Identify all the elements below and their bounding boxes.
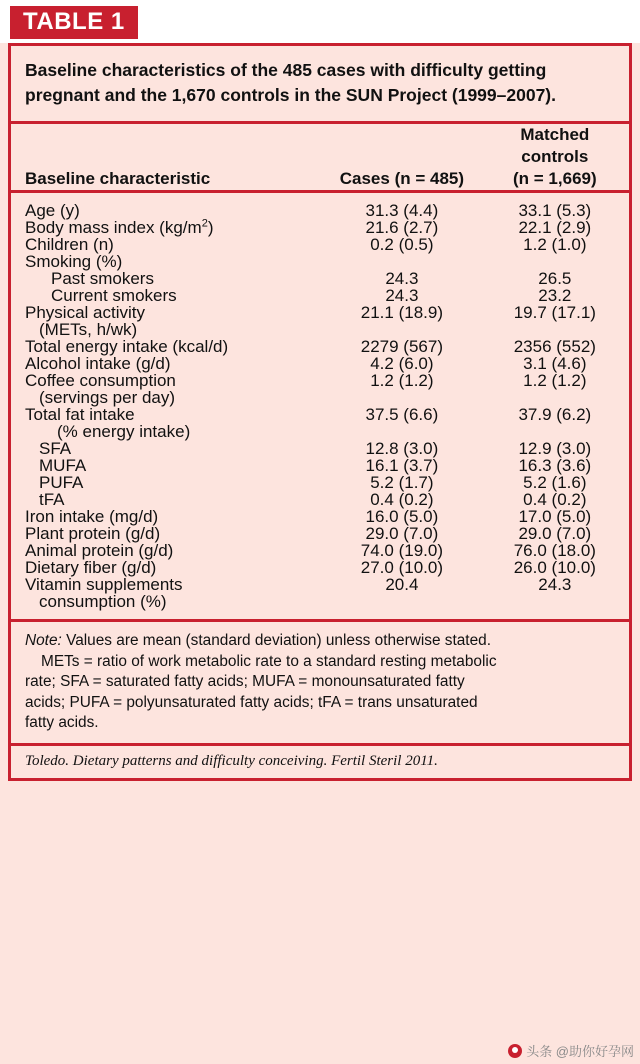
row-cases-value — [323, 593, 481, 619]
row-controls-value: 26.0 (10.0) — [513, 558, 596, 578]
table-note — [11, 619, 629, 742]
row-label: tFA — [39, 490, 65, 510]
row-cases-value: 5.2 (1.7) — [370, 473, 434, 493]
row-cases-value: 20.4 — [385, 575, 419, 595]
note-line-4: acids; PUFA = polyunsaturated fatty acids; tFA = trans unsaturated — [25, 693, 478, 711]
row-label: (servings per day) — [39, 388, 176, 408]
row-cases-value: 12.8 (3.0) — [365, 439, 439, 459]
table-body — [11, 192, 629, 620]
header-controls-line1: Matched — [520, 124, 590, 144]
row-label: Coffee consumption — [25, 371, 176, 391]
note-line-1 — [25, 631, 615, 651]
row-controls-value — [481, 593, 629, 619]
row-controls-value: 0.4 (0.2) — [523, 490, 587, 510]
row-cases-value: 24.3 — [385, 286, 419, 306]
table-row — [11, 491, 629, 508]
table-caption: Baseline characteristics of the 485 cases with difficulty getting pregnant and the 1,670 controls in the SUN Project (1999–2007). — [11, 46, 629, 124]
row-cases-value: 31.3 (4.4) — [365, 201, 439, 221]
row-cases-value: 2279 (567) — [360, 337, 443, 357]
header-controls-line2: controls — [521, 146, 589, 166]
row-cases-value — [323, 423, 481, 440]
row-controls-value: 12.9 (3.0) — [518, 439, 592, 459]
row-label: Physical activity — [25, 303, 145, 323]
table-row — [11, 474, 629, 491]
note-line-3: rate; SFA = saturated fatty acids; MUFA = monounsaturated fatty — [25, 673, 465, 691]
row-cases-value: 27.0 (10.0) — [360, 558, 443, 578]
table-box — [8, 43, 632, 780]
row-cases-value — [323, 253, 481, 270]
row-cases-value: 21.6 (2.7) — [365, 218, 439, 238]
table-row — [11, 593, 629, 619]
table-row — [11, 559, 629, 576]
note-line-5: fatty acids. — [25, 714, 99, 732]
header-row — [11, 124, 629, 192]
table-row — [11, 270, 629, 287]
row-label: Smoking (%) — [25, 252, 123, 272]
table-head — [11, 124, 629, 192]
row-controls-value: 22.1 (2.9) — [518, 218, 592, 238]
row-controls-value: 2356 (552) — [513, 337, 596, 357]
row-cases-value: 4.2 (6.0) — [370, 354, 434, 374]
row-controls-value: 76.0 (18.0) — [513, 541, 596, 561]
row-label: MUFA — [39, 456, 87, 476]
row-label: Plant protein (g/d) — [25, 524, 161, 544]
table-row — [11, 389, 629, 406]
table-row — [11, 406, 629, 423]
characteristics-table — [11, 124, 629, 619]
row-label: Age (y) — [25, 201, 80, 221]
row-controls-value: 37.9 (6.2) — [518, 405, 592, 425]
row-label: Body mass index $(kg/m^2)$ — [25, 217, 214, 238]
table-row — [11, 236, 629, 253]
row-controls-value: 5.2 (1.6) — [523, 473, 587, 493]
row-cases-value: 1.2 (1.2) — [370, 371, 434, 391]
table-row — [11, 576, 629, 593]
row-cases-value: 0.2 (0.5) — [370, 235, 434, 255]
row-label: Total fat intake — [25, 405, 135, 425]
table-row — [11, 542, 629, 559]
table-row — [11, 338, 629, 355]
table-source-citation: Toledo. Dietary patterns and difficulty conceiving. Fertil Steril 2011. — [11, 743, 629, 778]
table-number-label: TABLE 1 — [10, 6, 138, 39]
row-cases-value: 16.0 (5.0) — [365, 507, 439, 527]
row-label: Vitamin supplements — [25, 575, 183, 595]
row-controls-value — [481, 253, 629, 270]
table-row — [11, 525, 629, 542]
row-cases-value: 16.1 (3.7) — [365, 456, 439, 476]
row-label: SFA — [39, 439, 72, 459]
row-label: Iron intake (mg/d) — [25, 507, 159, 527]
note-line-1-text: Values are mean (standard deviation) unless otherwise stated. — [61, 632, 491, 650]
row-cases-value: 21.1 (18.9) — [360, 303, 443, 323]
row-controls-value: 16.3 (3.6) — [518, 456, 592, 476]
note-prefix: Note: — [25, 632, 62, 650]
table-row — [11, 457, 629, 474]
row-controls-value: 1.2 (1.2) — [523, 371, 587, 391]
row-controls-value: 26.5 — [538, 269, 572, 289]
row-label: Animal protein (g/d) — [25, 541, 174, 561]
header-baseline-characteristic: Baseline characteristic — [25, 169, 211, 189]
row-cases-value: 24.3 — [385, 269, 419, 289]
row-controls-value — [481, 423, 629, 440]
table-row — [11, 253, 629, 270]
row-controls-value: 33.1 (5.3) — [518, 201, 592, 221]
row-cases-value — [323, 389, 481, 406]
table-row — [11, 321, 629, 338]
row-cases-value: 74.0 (19.0) — [360, 541, 443, 561]
table-row — [11, 423, 629, 440]
table-row — [11, 304, 629, 321]
table-row — [11, 355, 629, 372]
row-cases-value: 0.4 (0.2) — [370, 490, 434, 510]
row-label: Past smokers — [51, 269, 154, 289]
row-cases-value — [323, 321, 481, 338]
table-row — [11, 508, 629, 525]
row-controls-value: 24.3 — [538, 575, 572, 595]
row-label: Current smokers — [51, 286, 177, 306]
table-row — [11, 192, 629, 220]
row-label: PUFA — [39, 473, 84, 493]
row-controls-value: 19.7 (17.1) — [513, 303, 596, 323]
watermark-logo-icon — [508, 1044, 522, 1058]
row-controls-value: 3.1 (4.6) — [523, 354, 587, 374]
header-matched-controls — [481, 124, 629, 192]
note-line-2: METs = ratio of work metabolic rate to a standard resting metabolic — [41, 652, 497, 670]
row-controls-value: 17.0 (5.0) — [518, 507, 592, 527]
table-row — [11, 287, 629, 304]
row-label: Dietary fiber (g/d) — [25, 558, 157, 578]
watermark — [508, 1041, 634, 1060]
row-controls-value: 29.0 (7.0) — [518, 524, 592, 544]
row-label: Total energy intake (kcal/d) — [25, 337, 229, 357]
row-label: consumption (%) — [39, 592, 167, 612]
row-label: Children (n) — [25, 235, 114, 255]
table-row — [11, 440, 629, 457]
row-controls-value: 1.2 (1.0) — [523, 235, 587, 255]
row-label: (% energy intake) — [57, 422, 191, 442]
header-cases: Cases (n = 485) — [339, 169, 465, 189]
row-cases-value: 37.5 (6.6) — [365, 405, 439, 425]
table-number-banner — [0, 0, 640, 43]
header-controls-line3: (n = 1,669) — [513, 169, 597, 189]
row-controls-value — [481, 389, 629, 406]
table-row — [11, 219, 629, 236]
row-cases-value: 29.0 (7.0) — [365, 524, 439, 544]
row-controls-value — [481, 321, 629, 338]
table-row — [11, 372, 629, 389]
watermark-text: 头条 @助你好孕网 — [526, 1044, 634, 1059]
row-label: Alcohol intake (g/d) — [25, 354, 171, 374]
row-controls-value: 23.2 — [538, 286, 572, 306]
row-label: (METs, h/wk) — [39, 320, 138, 340]
